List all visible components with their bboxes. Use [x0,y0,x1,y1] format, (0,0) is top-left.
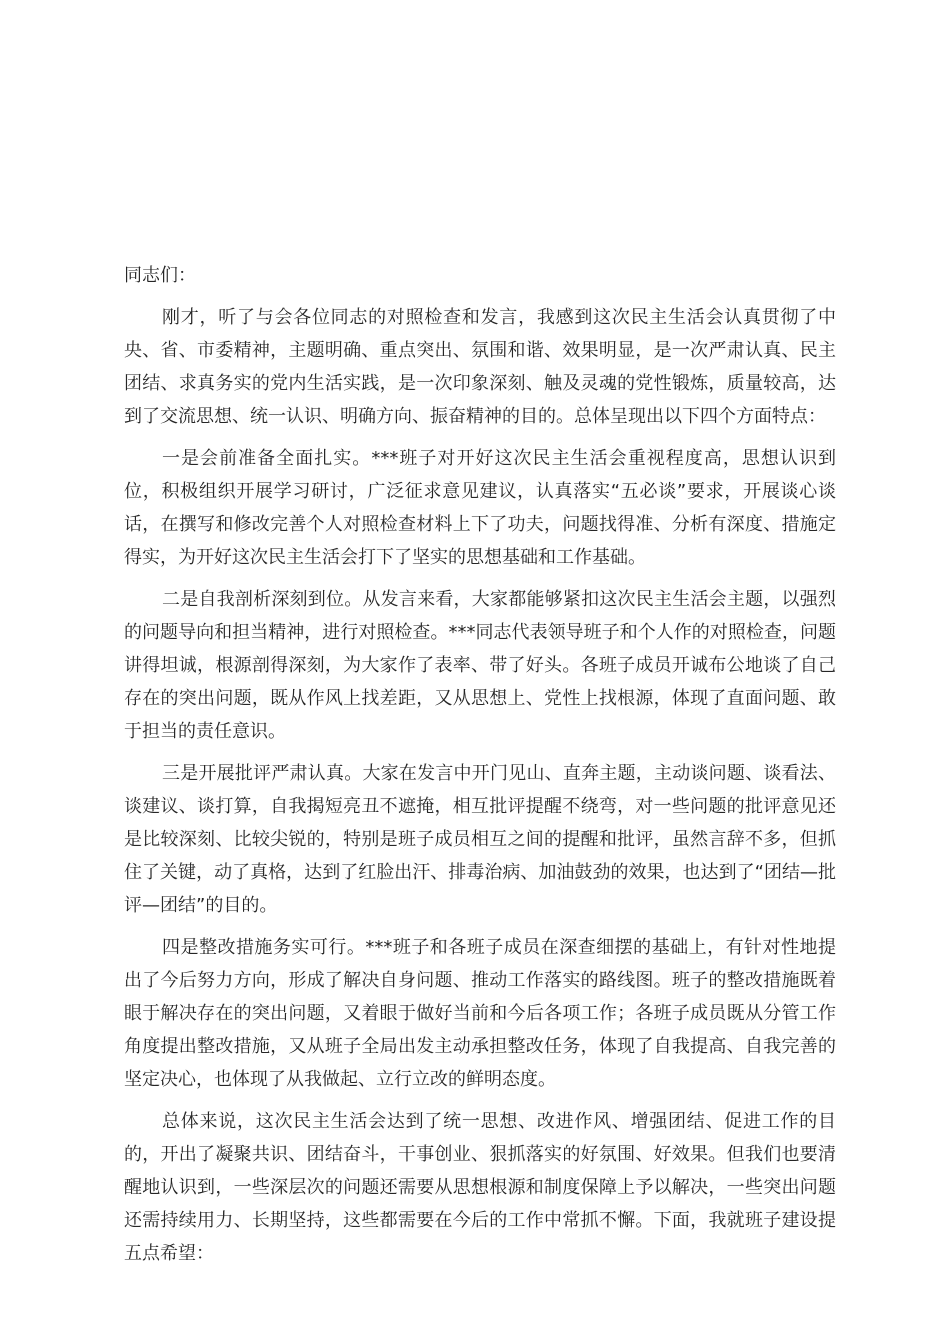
paragraph-point-three: 三是开展批评严肃认真。大家在发言中开门见山、直奔主题，主动谈问题、谈看法、谈建议、谈打算，自我揭短亮丑不遮掩，相互批评提醒不绕弯，对一些问题的批评意见还是比较深刻、比较尖锐的，特别是班子成员相互之间的提醒和批评，虽然言辞不多，但抓住了关键，动了真格，达到了红脸出汗、排毒治病、加油鼓劲的效果，也达到了“团结—批评—团结”的目的。 [124,763,836,916]
paragraph-summary: 总体来说，这次民主生活会达到了统一思想、改进作风、增强团结、促进工作的目的，开出了凝聚共识、团结奋斗，干事创业、狠抓落实的好氛围、好效果。但我们也要清醒地认识到，一些深层次的问题还需要从思想根源和制度保障上予以解决，一些突出问题还需持续用力、长期坚持，这些都需要在今后的工作中常抓不懈。下面，我就班子建设提五点希望： [124,1111,836,1264]
salutation: 同志们： [124,265,196,286]
document-body [124,259,836,1279]
paragraph-point-one: 一是会前准备全面扎实。***班子对开好这次民主生活会重视程度高，思想认识到位，积极组织开展学习研讨，广泛征求意见建议，认真落实“五必谈”要求，开展谈心谈话，在撰写和修改完善个人对照检查材料上下了功夫，问题找得准、分析有深度、措施定得实，为开好这次民主生活会打下了坚实的思想基础和工作基础。 [124,448,836,568]
paragraph-point-four: 四是整改措施务实可行。***班子和各班子成员在深查细摆的基础上，有针对性地提出了今后努力方向，形成了解决自身问题、推动工作落实的路线图。班子的整改措施既着眼于解决存在的突出问题，又着眼于做好当前和今后各项工作；各班子成员既从分管工作角度提出整改措施，又从班子全局出发主动承担整改任务，体现了自我提高、自我完善的坚定决心，也体现了从我做起、立行立改的鲜明态度。 [124,937,836,1090]
paragraph-opening-remarks: 刚才，听了与会各位同志的对照检查和发言，我感到这次民主生活会认真贯彻了中央、省、市委精神，主题明确、重点突出、氛围和谐、效果明显，是一次严肃认真、民主团结、求真务实的党内生活实践，是一次印象深刻、触及灵魂的党性锻炼，质量较高，达到了交流思想、统一认识、明确方向、振奋精神的目的。总体呈现出以下四个方面特点： [124,307,836,427]
paragraph-point-two: 二是自我剖析深刻到位。从发言来看，大家都能够紧扣这次民主生活会主题，以强烈的问题导向和担当精神，进行对照检查。***同志代表领导班子和个人作的对照检查，问题讲得坦诚，根源剖得深刻，为大家作了表率、带了好头。各班子成员开诚布公地谈了自己存在的突出问题，既从作风上找差距，又从思想上、党性上找根源，体现了直面问题、敢于担当的责任意识。 [124,589,836,742]
